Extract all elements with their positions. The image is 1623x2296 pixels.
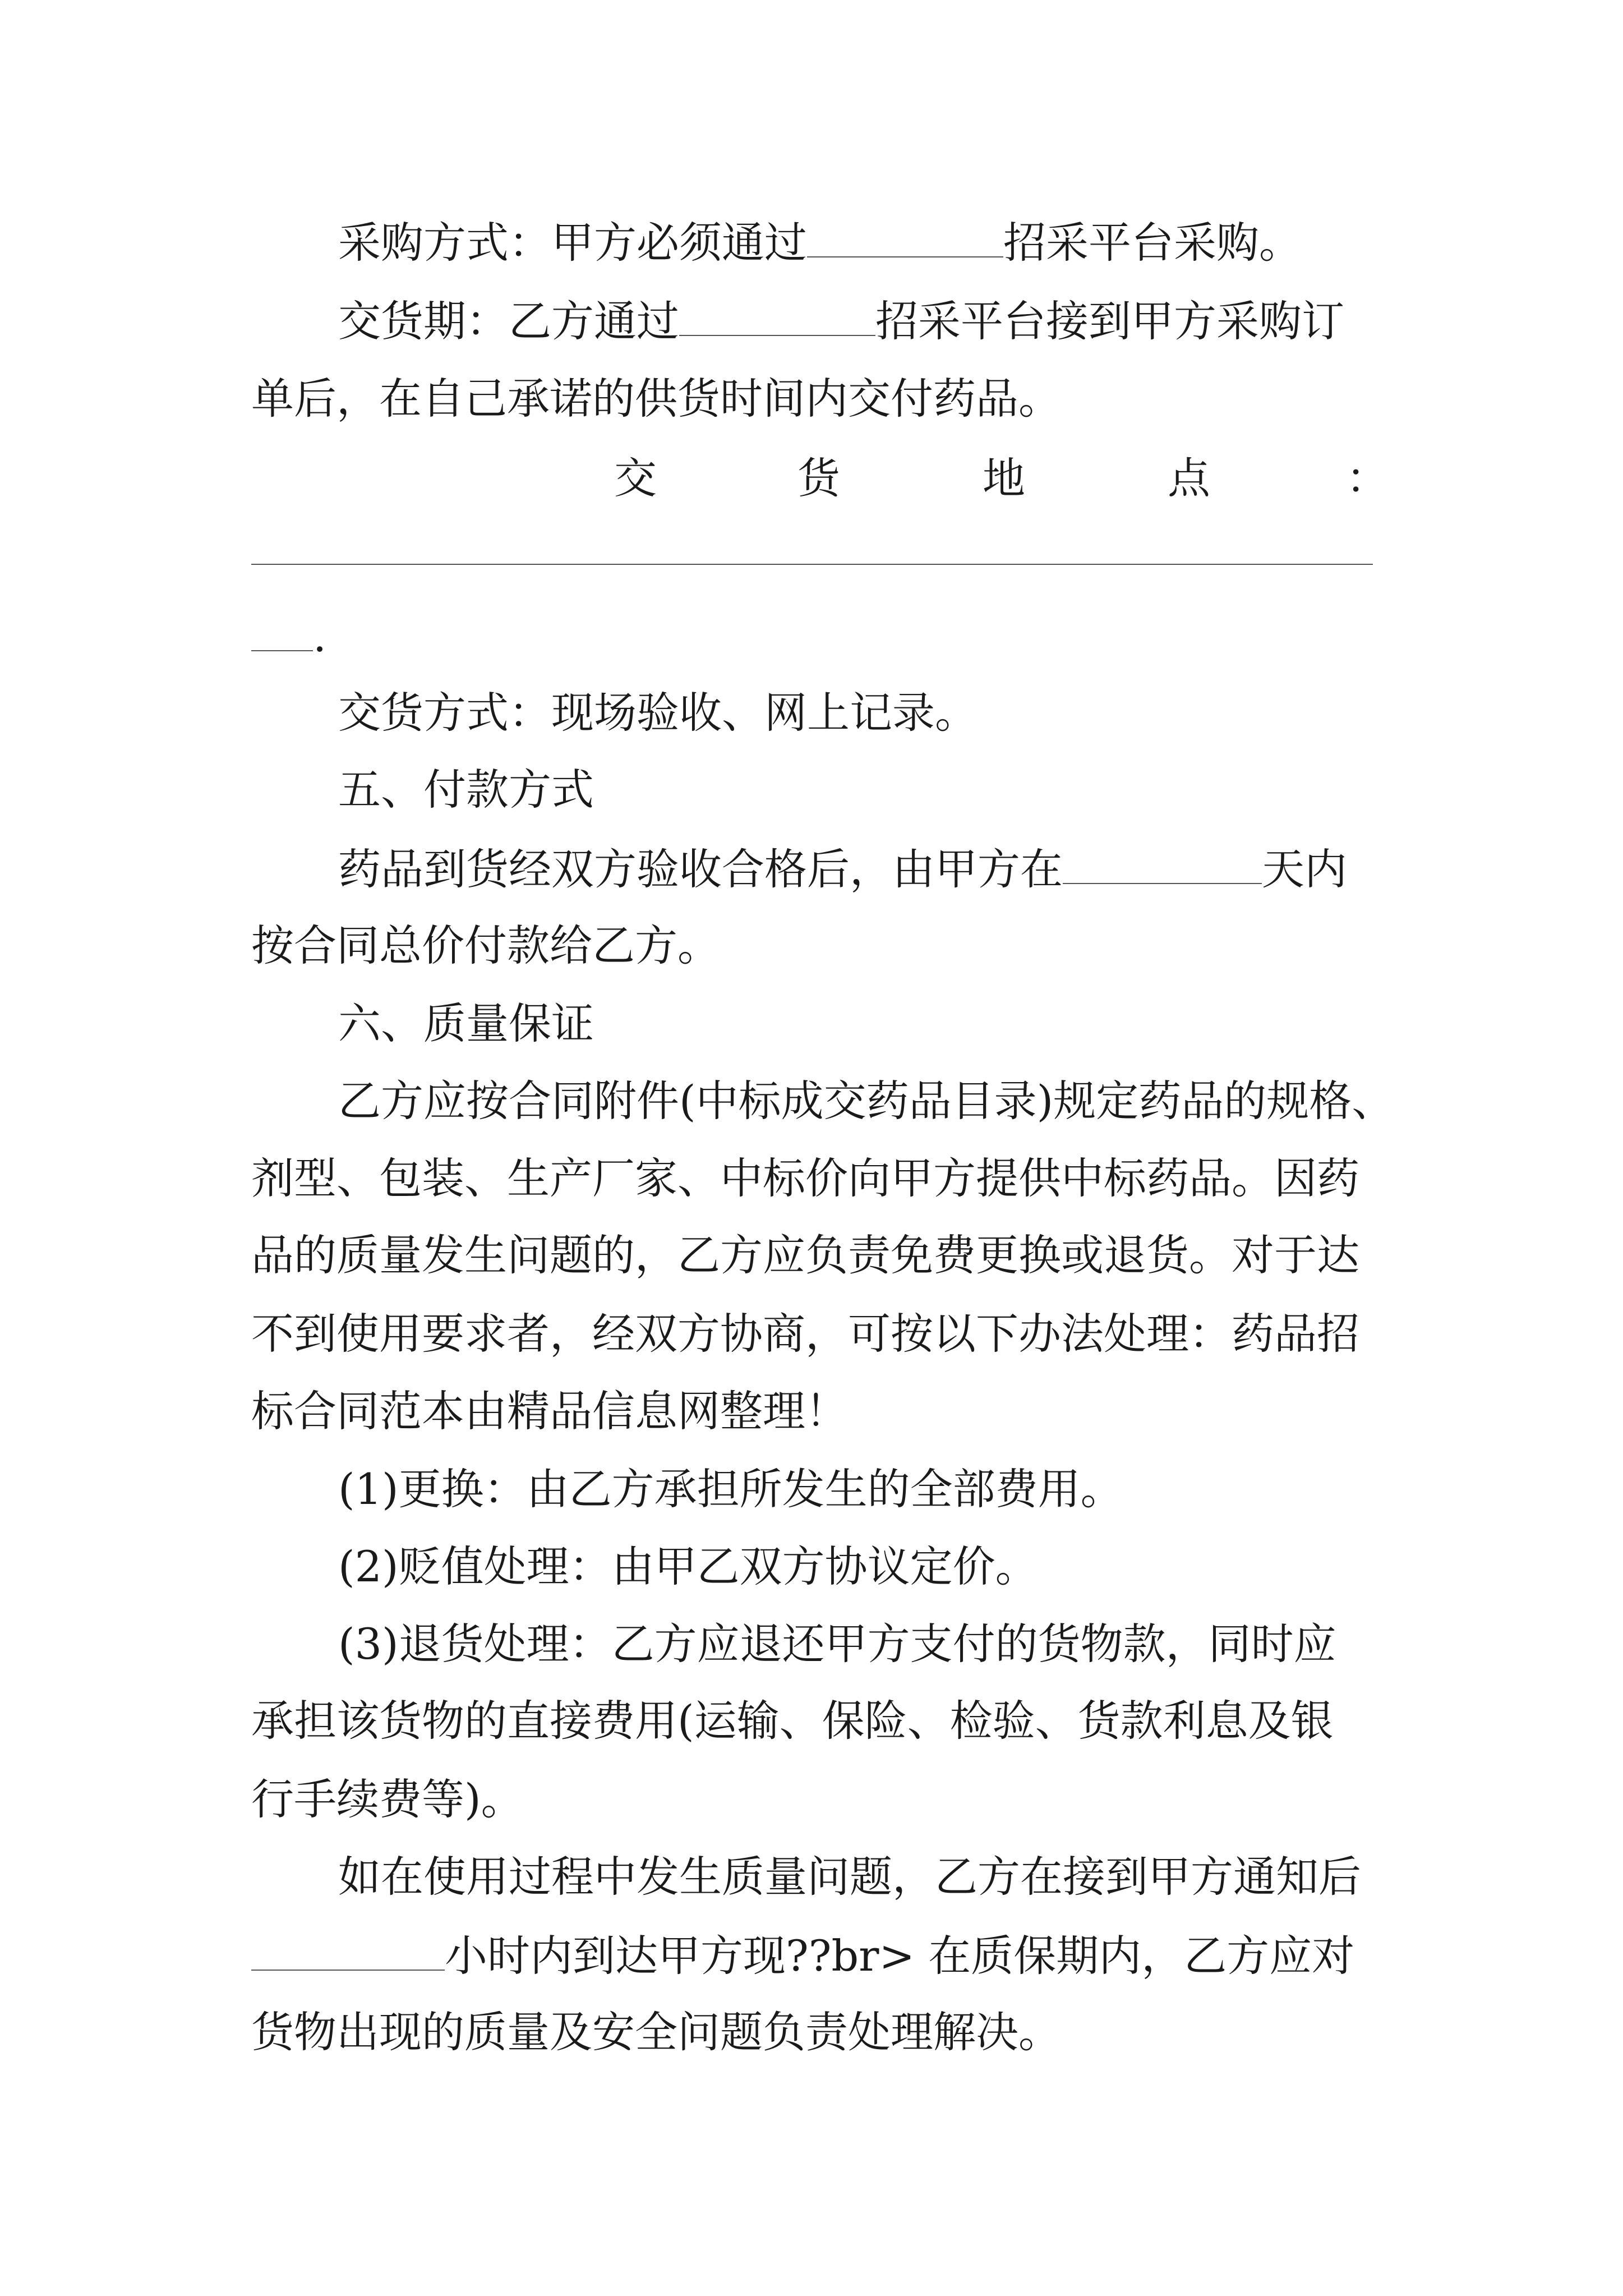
delivery-period-text-end: 招采平台接到甲方采购订 <box>875 296 1344 346</box>
payment-text: 药品到货经双方验收合格后，由甲方在 <box>338 844 1063 894</box>
section-quality-heading: 六、质量保证 <box>338 999 594 1048</box>
remedy-item-3-continued-1: 承担该货物的直接费用(运输、保险、检验、货款利息及银 <box>251 1696 1334 1746</box>
blank-hours-field <box>251 1934 445 1971</box>
onsite-response-line: 如在使用过程中发生质量问题，乙方在接到甲方通知后 <box>338 1852 1361 1902</box>
payment-text-end: 天内 <box>1262 844 1347 894</box>
heading-char-4: 点 <box>1168 453 1210 503</box>
quality-paragraph-line-2: 剂型、包装、生产厂家、中标价向甲方提供中标药品。因药 <box>251 1153 1359 1203</box>
warranty-line: 货物出现的质量及安全问题负责处理解决。 <box>251 2007 1061 2057</box>
quality-paragraph-line-3: 品的质量发生问题的，乙方应负责免费更换或退货。对于达 <box>251 1230 1359 1280</box>
payment-line <box>338 844 1347 894</box>
heading-char-2: 货 <box>797 453 840 503</box>
delivery-location-blank <box>251 564 1373 565</box>
section-payment-heading: 五、付款方式 <box>338 765 594 815</box>
purchase-method-text-end: 招采平台采购。 <box>1003 218 1302 268</box>
blank-days-field <box>1063 847 1262 884</box>
onsite-response-line-continued <box>251 1931 1355 1981</box>
quality-paragraph-line-1: 乙方应按合同附件(中标成交药品目录)规定药品的规格、 <box>338 1076 1395 1126</box>
delivery-period-continued: 单后，在自己承诺的供货时间内交付药品。 <box>251 374 1061 424</box>
purchase-method-text: 采购方式：甲方必须通过 <box>338 218 807 268</box>
remedy-item-3: (3)退货处理：乙方应退还甲方支付的货物款，同时应 <box>338 1619 1336 1669</box>
quality-paragraph-line-5: 标合同范本由精品信息网整理！ <box>251 1386 848 1436</box>
remedy-item-3-continued-2: 行手续费等)。 <box>251 1774 524 1824</box>
heading-char-5: ： <box>1346 453 1389 503</box>
blank-platform-field <box>807 220 1003 257</box>
payment-line-continued: 按合同总价付款给乙方。 <box>251 921 720 970</box>
remedy-item-1: (1)更换：由乙方承担所发生的全部费用。 <box>338 1464 1123 1514</box>
blank-platform-field-2 <box>679 299 875 336</box>
delivery-period-line <box>338 296 1344 346</box>
period-text: . <box>313 611 327 661</box>
delivery-location-blank-end <box>251 611 327 661</box>
purchase-method-line <box>338 218 1302 268</box>
heading-char-1: 交 <box>614 453 657 503</box>
delivery-mode-line: 交货方式：现场验收、网上记录。 <box>338 688 978 738</box>
delivery-period-text: 交货期：乙方通过 <box>338 296 679 346</box>
short-blank <box>251 614 313 651</box>
quality-paragraph-line-4: 不到使用要求者，经双方协商，可按以下办法处理：药品招 <box>251 1309 1359 1359</box>
onsite-response-text: 小时内到达甲方现??br> 在质保期内，乙方应对 <box>445 1931 1355 1981</box>
remedy-item-2: (2)贬值处理：由甲乙双方协议定价。 <box>338 1542 1038 1591</box>
heading-char-3: 地 <box>983 453 1025 503</box>
